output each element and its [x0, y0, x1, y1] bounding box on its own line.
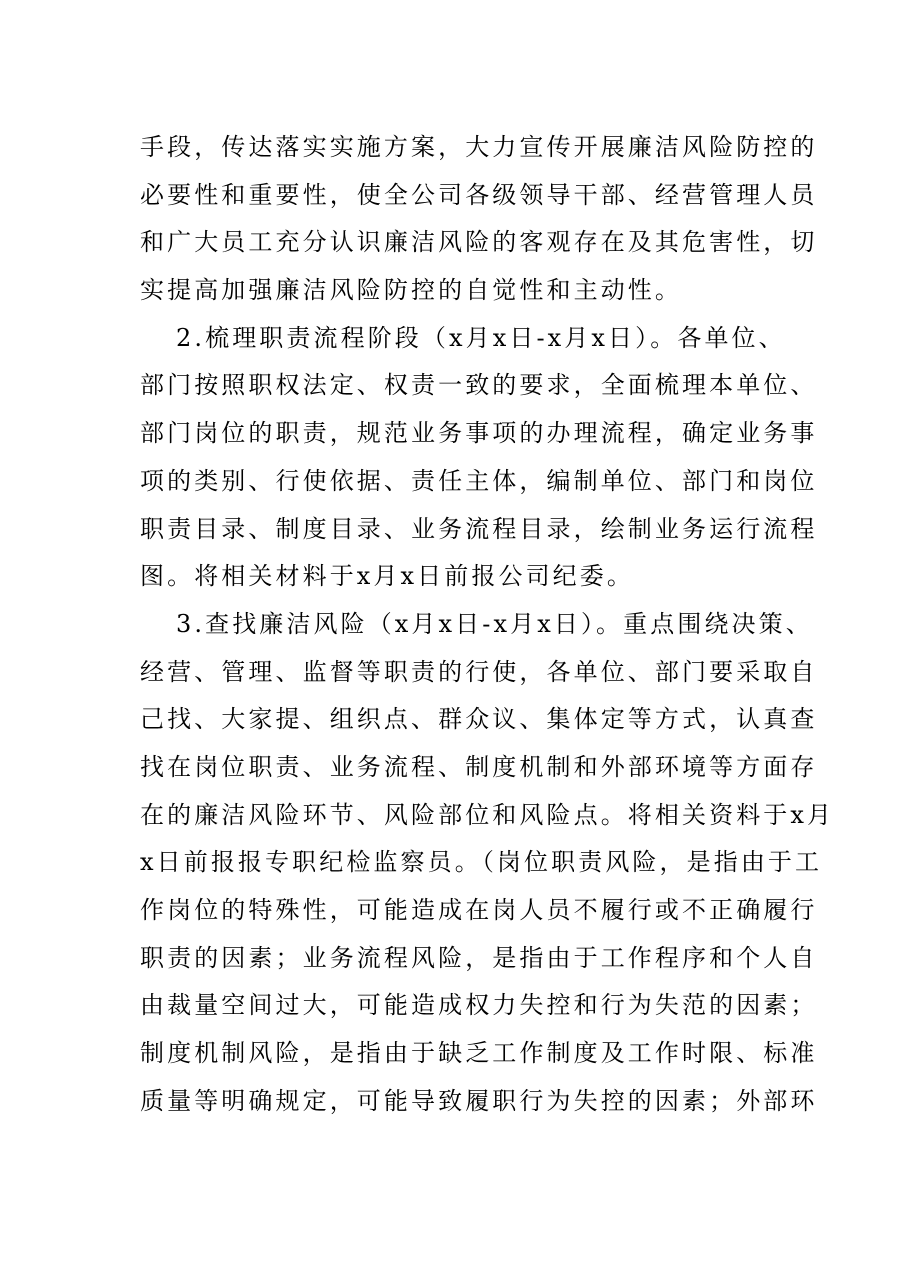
text-line: 由裁量空间过大，可能造成权力失控和行为失范的因素； [140, 991, 818, 1020]
text-line: 职责目录、制度目录、业务流程目录，绘制业务运行流程 [140, 514, 818, 543]
text-line: 职责的因素；业务流程风险，是指由于工作程序和个人自 [140, 943, 818, 972]
text-line: 在的廉洁风险环节、风险部位和风险点。将相关资料于x月 [140, 800, 835, 829]
text-line: 经营、管理、监督等职责的行使，各单位、部门要采取自 [140, 657, 818, 686]
text-line: 必要性和重要性，使全公司各级领导干部、经营管理人员 [140, 180, 818, 209]
text-line: 质量等明确规定，可能导致履职行为失控的因素；外部环 [140, 1086, 818, 1115]
text-line: 实提高加强廉洁风险防控的自觉性和主动性。 [140, 276, 682, 305]
paragraph-start-line: 3.查找廉洁风险（x月x日-x月x日）。重点围绕决策、 [176, 609, 813, 638]
text-line: 己找、大家提、组织点、群众议、集体定等方式，认真查 [140, 705, 818, 734]
text-line: 找在岗位职责、业务流程、制度机制和外部环境等方面存 [140, 752, 818, 781]
text-line: 项的类别、行使依据、责任主体，编制单位、部门和岗位 [140, 466, 818, 495]
text-line: 作岗位的特殊性，可能造成在岗人员不履行或不正确履行 [140, 896, 818, 924]
text-line: 制度机制风险，是指由于缺乏工作制度及工作时限、标准 [140, 1039, 818, 1068]
body-text [140, 124, 835, 1125]
text-line: 和广大员工充分认识廉洁风险的客观存在及其危害性，切 [140, 228, 818, 257]
text-line: 部门岗位的职责，规范业务事项的办理流程，确定业务事 [140, 419, 818, 448]
text-line: x日前报报专职纪检监察员。（岗位职责风险，是指由于工 [140, 848, 823, 877]
text-line: 图。将相关材料于x月x日前报公司纪委。 [140, 562, 634, 591]
text-line: 手段，传达落实实施方案，大力宣传开展廉洁风险防控的 [140, 133, 818, 161]
text-line: 部门按照职权法定、权责一致的要求，全面梳理本单位、 [140, 371, 818, 400]
paragraph-start-line: 2.梳理职责流程阶段（x月x日-x月x日）。各单位、 [176, 323, 786, 352]
